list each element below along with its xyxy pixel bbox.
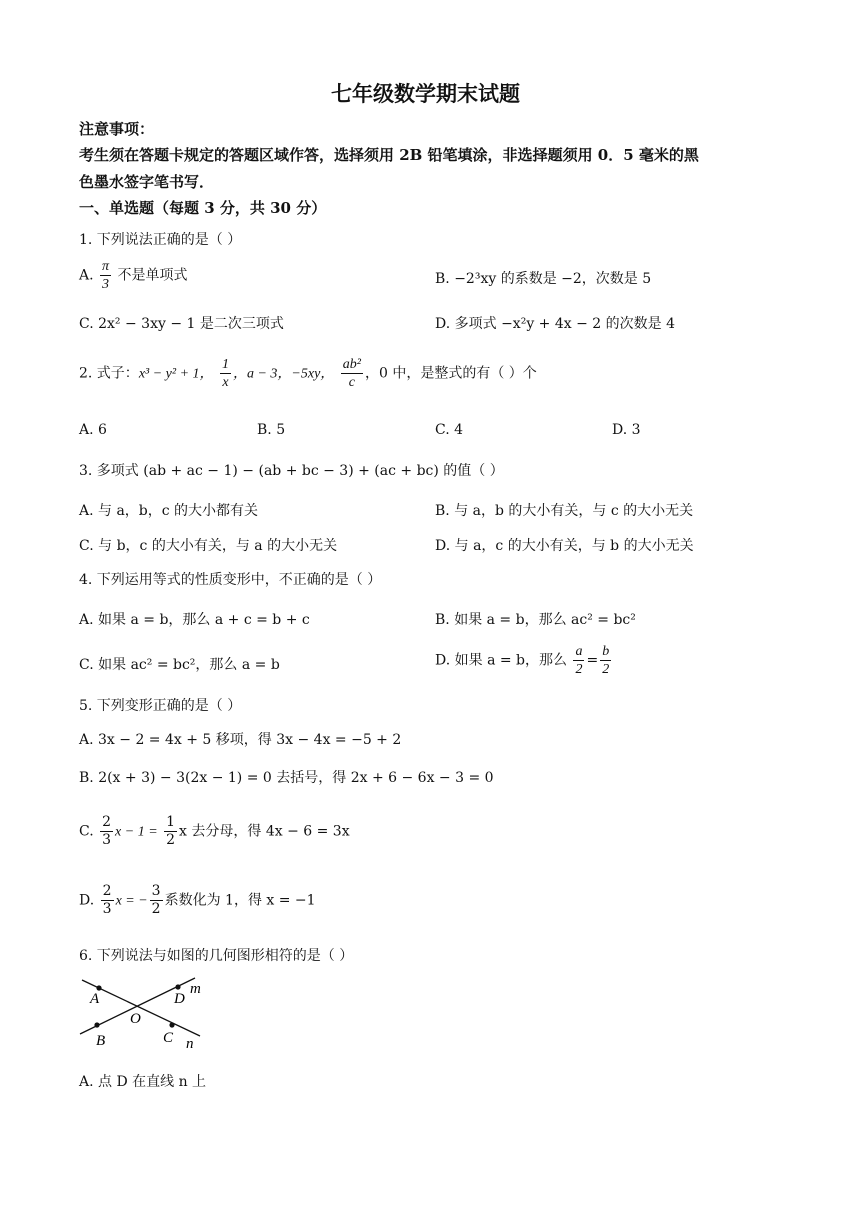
fraction-numerator: 3 <box>151 883 161 899</box>
expression: x − 1 = <box>115 824 158 840</box>
question-6-stem: 6. 下列说法与如图的几何图形相符的是（ ） <box>79 948 354 964</box>
question-4-option-d <box>435 643 613 678</box>
question-5-option-c <box>79 814 350 849</box>
point-d-dot <box>175 984 180 989</box>
fraction <box>600 643 611 678</box>
fraction-denominator: 3 <box>102 832 112 848</box>
question-5-option-a: A. 3x − 2 = 4x + 5 移项，得 3x − 4x = −5 + 2 <box>79 732 402 748</box>
equals-sign: = <box>586 652 599 669</box>
question-6-option-a: A. 点 D 在直线 n 上 <box>79 1074 207 1090</box>
stem-suffix: ，0 中，是整式的有（ ）个 <box>364 365 537 382</box>
question-2-option-d: D. 3 <box>612 422 641 438</box>
expression: x³ − y² + 1， <box>138 366 214 382</box>
fraction <box>150 883 163 918</box>
expression: x = − <box>115 893 148 909</box>
option-label: A. <box>79 267 94 284</box>
section-heading: 一、单选题（每题 3 分，共 30 分） <box>79 199 327 217</box>
question-4-option-a: A. 如果 a = b，那么 a + c = b + c <box>79 612 310 628</box>
question-3-stem: 3. 多项式 (ab + ac − 1) − (ab + bc − 3) + (ac + bc) 的值（ ） <box>79 463 504 479</box>
question-4-option-c: C. 如果 ac² = bc²，那么 a = b <box>79 657 280 673</box>
question-2-option-b: B. 5 <box>257 422 286 438</box>
fraction-denominator: 2 <box>602 662 610 677</box>
notice-line-1: 考生须在答题卡规定的答题区域作答，选择须用 2B 铅笔填涂，非选择题须用 0．5 毫米的黑 <box>79 146 699 164</box>
fraction-numerator: 2 <box>102 814 112 830</box>
question-2-stem <box>79 356 537 391</box>
expression: ，a − 3，−5xy， <box>232 366 335 382</box>
line-n-label: n <box>186 1036 194 1052</box>
line-m-label: m <box>190 981 201 997</box>
option-label: C. <box>79 823 94 840</box>
point-o-label: O <box>130 1011 141 1027</box>
point-a-label: A <box>90 991 100 1007</box>
option-text: 不是单项式 <box>117 267 188 284</box>
notice-heading: 注意事项： <box>79 120 155 138</box>
fraction-denominator: 3 <box>102 277 110 292</box>
option-label: D. <box>79 892 95 909</box>
fraction-denominator: 2 <box>575 662 583 677</box>
fraction-numerator: π <box>102 259 110 274</box>
fraction <box>341 356 363 391</box>
point-c-label: C <box>163 1030 174 1046</box>
geometry-figure <box>70 970 210 1055</box>
fraction-denominator: 3 <box>102 901 112 917</box>
fraction <box>100 258 111 293</box>
fraction <box>220 356 231 391</box>
fraction-numerator: b <box>602 644 610 659</box>
option-text: x 去分母，得 4x − 6 = 3x <box>179 823 350 840</box>
question-2-option-c: C. 4 <box>435 422 464 438</box>
question-4-option-b: B. 如果 a = b，那么 ac² = bc² <box>435 612 636 628</box>
question-1-option-c: C. 2x² − 3xy − 1 是二次三项式 <box>79 316 284 332</box>
fraction <box>101 883 114 918</box>
question-3-option-c: C. 与 b，c 的大小有关，与 a 的大小无关 <box>79 538 338 554</box>
fraction-denominator: c <box>348 375 355 390</box>
question-3-option-a: A. 与 a，b，c 的大小都有关 <box>79 503 259 519</box>
notice-line-2: 色墨水签字笔书写． <box>79 173 215 191</box>
question-5-option-b: B. 2(x + 3) − 3(2x − 1) = 0 去括号，得 2x + 6 − 6x − 3 = 0 <box>79 770 494 786</box>
point-c-dot <box>169 1022 174 1027</box>
question-3-option-d: D. 与 a，c 的大小有关，与 b 的大小无关 <box>435 538 694 554</box>
question-1-stem: 1. 下列说法正确的是（ ） <box>79 232 242 248</box>
fraction <box>164 814 177 849</box>
option-text: D. 如果 a = b，那么 <box>435 652 568 669</box>
fraction <box>100 814 113 849</box>
point-a-dot <box>96 985 101 990</box>
fraction-numerator: a <box>575 644 583 659</box>
fraction-numerator: ab² <box>342 357 361 372</box>
page-title: 七年级数学期末试题 <box>331 81 520 106</box>
question-2-option-a: A. 6 <box>79 422 107 438</box>
question-5-stem: 5. 下列变形正确的是（ ） <box>79 698 242 714</box>
fraction-numerator: 2 <box>102 883 112 899</box>
fraction <box>573 643 584 678</box>
stem-prefix: 2. 式子： <box>79 365 139 382</box>
point-b-dot <box>94 1022 99 1027</box>
fraction-denominator: 2 <box>166 832 176 848</box>
fraction-numerator: 1 <box>221 357 229 372</box>
point-b-label: B <box>96 1033 106 1049</box>
question-1-option-a <box>79 258 187 293</box>
question-5-option-d <box>79 883 316 918</box>
fraction-denominator: x <box>222 375 229 390</box>
question-3-option-b: B. 与 a，b 的大小有关，与 c 的大小无关 <box>435 503 694 519</box>
question-1-option-d: D. 多项式 −x²y + 4x − 2 的次数是 4 <box>435 316 676 332</box>
question-1-option-b: B. −2³xy 的系数是 −2，次数是 5 <box>435 271 652 287</box>
fraction-denominator: 2 <box>151 901 161 917</box>
question-4-stem: 4. 下列运用等式的性质变形中，不正确的是（ ） <box>79 572 382 588</box>
fraction-numerator: 1 <box>166 814 176 830</box>
option-text: 系数化为 1，得 x = −1 <box>164 892 316 909</box>
point-d-label: D <box>174 991 185 1007</box>
